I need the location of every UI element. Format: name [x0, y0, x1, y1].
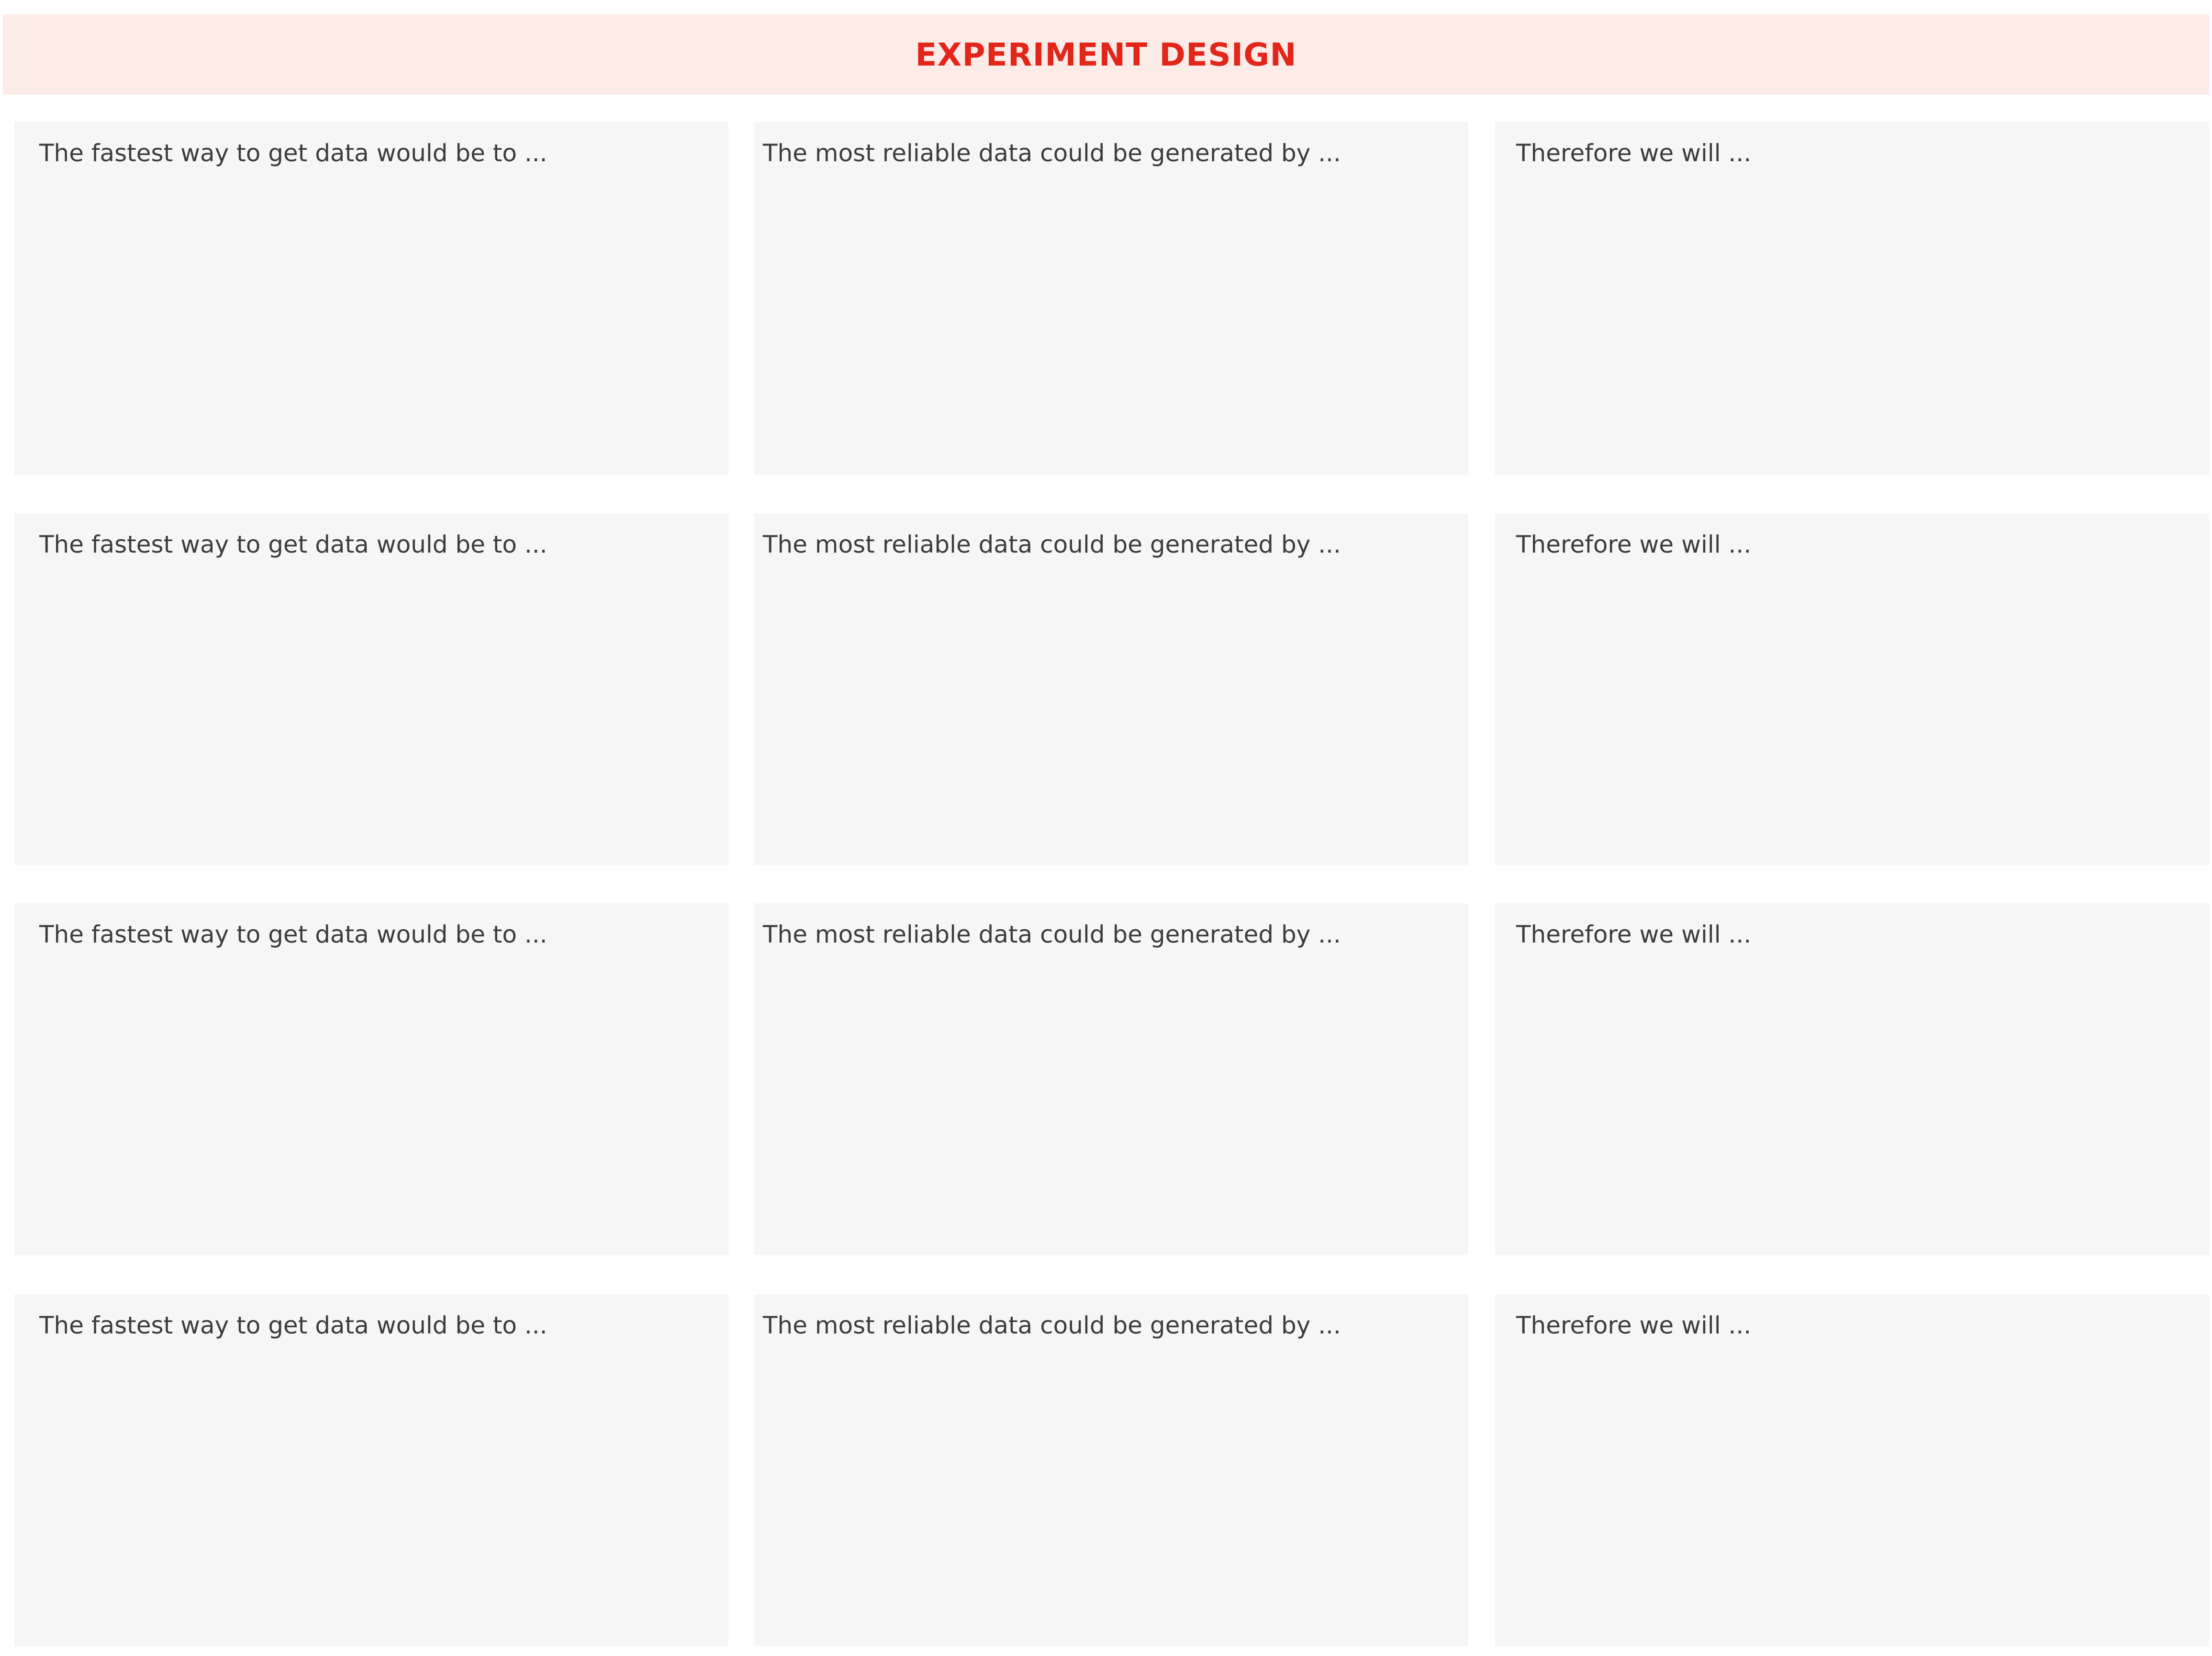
prompt-reliable: The most reliable data could be generated by ... — [763, 139, 1341, 167]
prompt-reliable: The most reliable data could be generated by ... — [763, 1311, 1341, 1339]
prompt-fastest: The fastest way to get data would be to ... — [39, 531, 547, 558]
card-reliable-row-1[interactable] — [754, 122, 1468, 475]
prompt-fastest: The fastest way to get data would be to ... — [39, 921, 547, 948]
card-therefore-row-1[interactable] — [1495, 122, 2209, 475]
prompt-reliable: The most reliable data could be generated by ... — [763, 531, 1341, 558]
card-therefore-row-4[interactable] — [1495, 1294, 2209, 1646]
prompt-therefore: Therefore we will ... — [1516, 921, 1752, 948]
card-therefore-row-2[interactable] — [1495, 513, 2209, 865]
page-title: EXPERIMENT DESIGN — [915, 36, 1297, 73]
card-fastest-row-2[interactable] — [14, 513, 728, 865]
prompt-fastest: The fastest way to get data would be to ... — [39, 1311, 547, 1339]
header-banner — [3, 14, 2209, 95]
card-fastest-row-3[interactable] — [14, 903, 728, 1255]
card-reliable-row-2[interactable] — [754, 513, 1468, 865]
prompt-reliable: The most reliable data could be generated by ... — [763, 921, 1341, 948]
card-fastest-row-4[interactable] — [14, 1294, 728, 1646]
prompt-therefore: Therefore we will ... — [1516, 139, 1752, 167]
prompt-therefore: Therefore we will ... — [1516, 1311, 1752, 1339]
card-reliable-row-3[interactable] — [754, 903, 1468, 1255]
card-fastest-row-1[interactable] — [14, 122, 728, 475]
prompt-fastest: The fastest way to get data would be to ... — [39, 139, 547, 167]
card-therefore-row-3[interactable] — [1495, 903, 2209, 1255]
card-reliable-row-4[interactable] — [754, 1294, 1468, 1646]
prompt-therefore: Therefore we will ... — [1516, 531, 1752, 558]
